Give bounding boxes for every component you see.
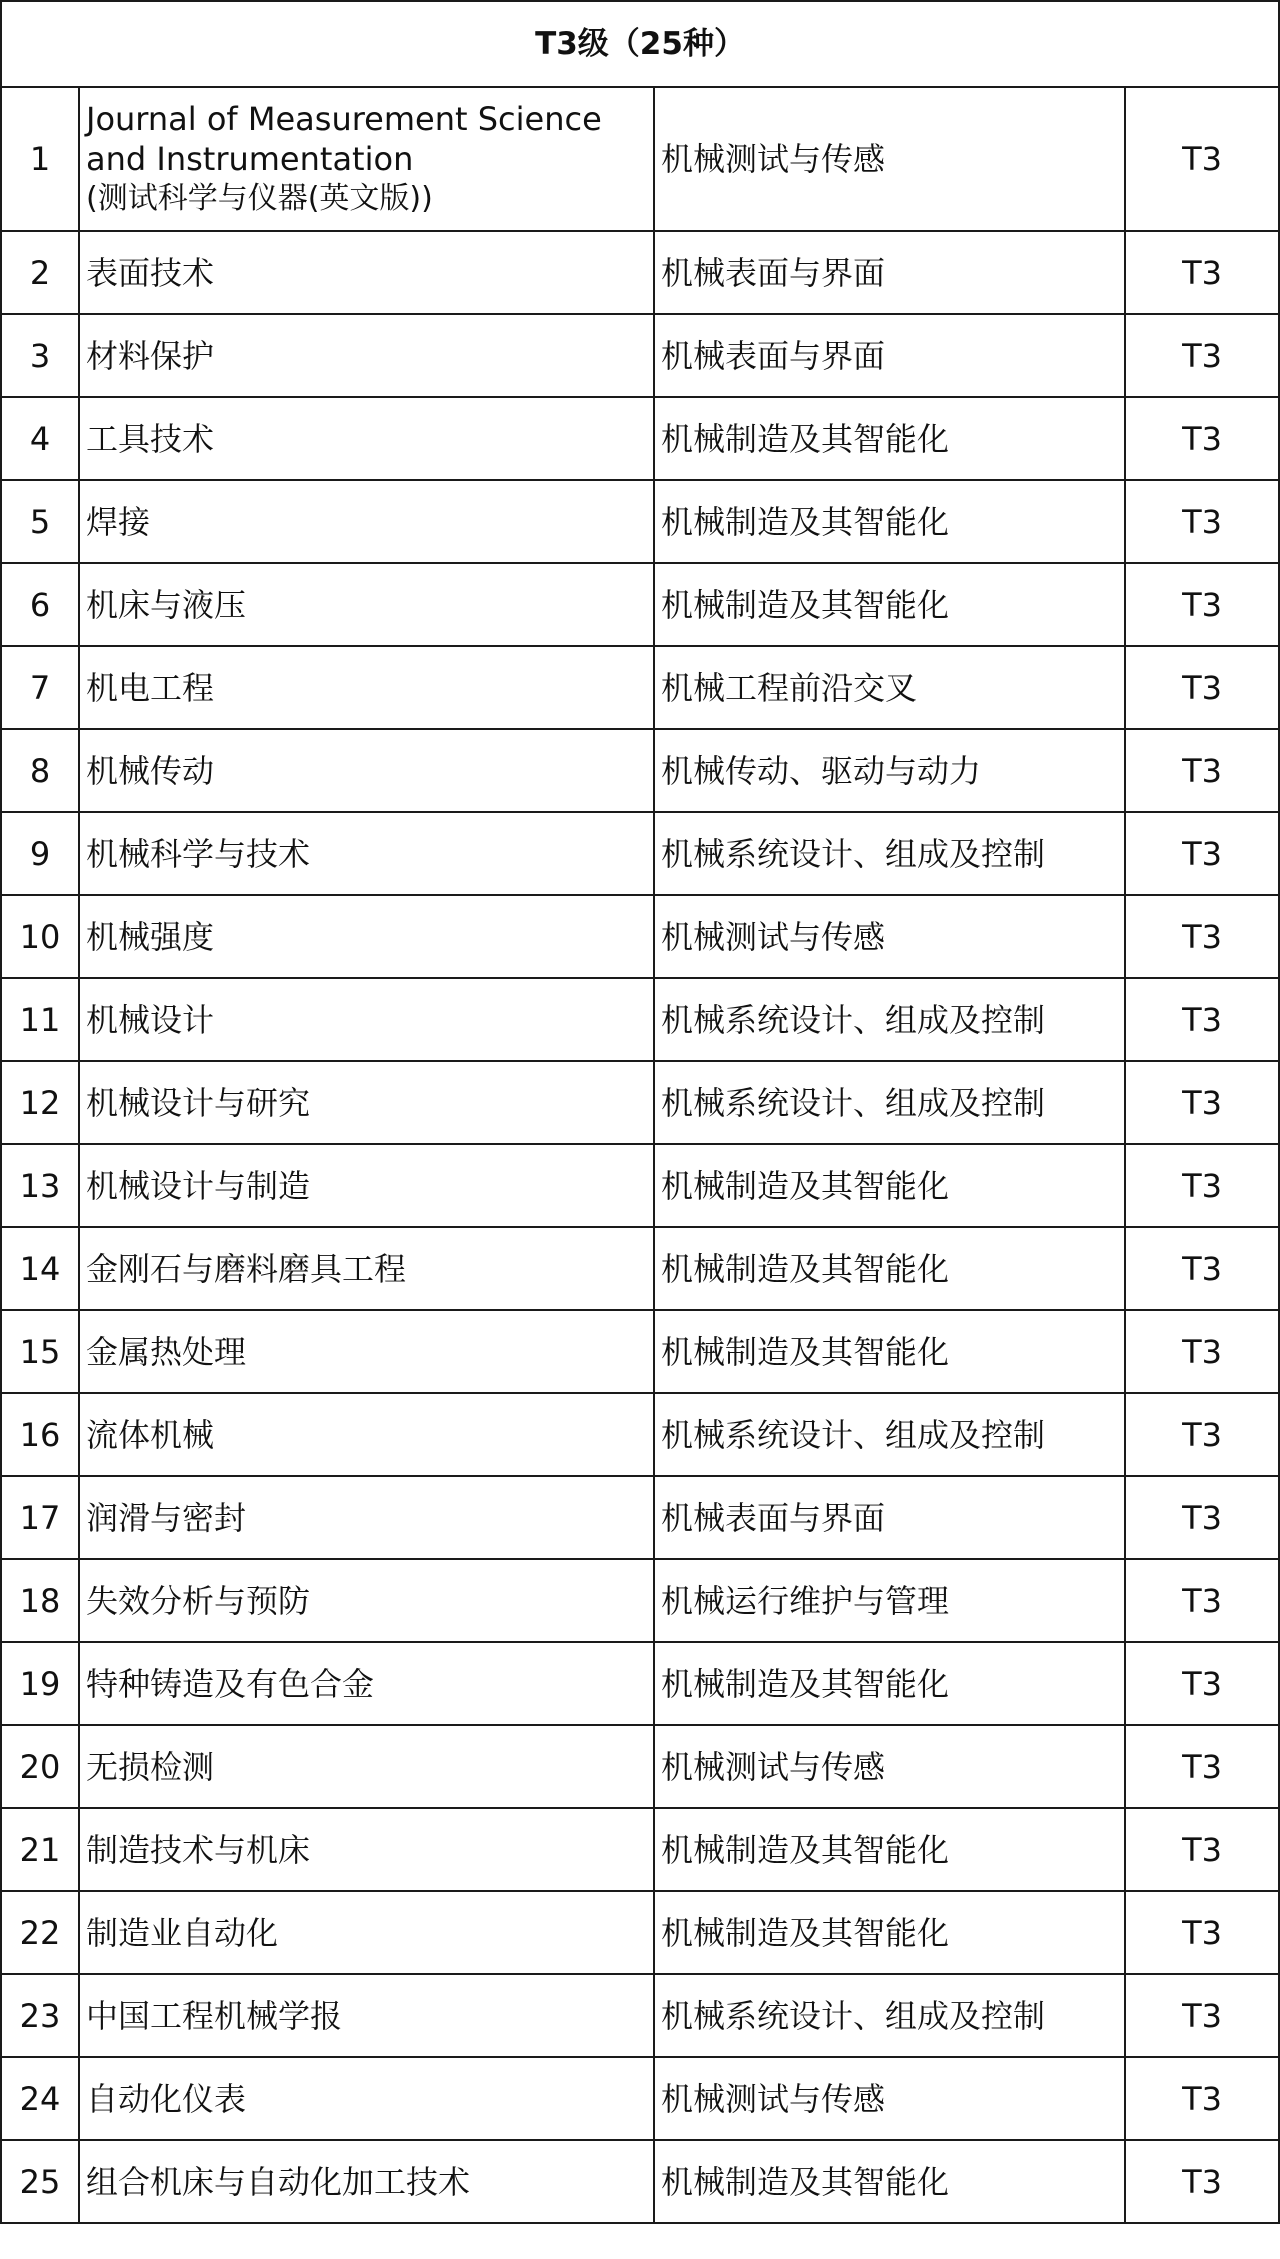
journal-category: 机械制造及其智能化 [654,1144,1125,1227]
journal-level: T3 [1125,1310,1279,1393]
journal-category: 机械工程前沿交叉 [654,646,1125,729]
table-row [1,646,1279,729]
table-row [1,1144,1279,1227]
row-number: 24 [1,2057,79,2140]
journal-level: T3 [1125,2140,1279,2223]
journal-category: 机械制造及其智能化 [654,1808,1125,1891]
journal-level: T3 [1125,1559,1279,1642]
row-number: 10 [1,895,79,978]
journal-level: T3 [1125,231,1279,314]
row-number: 21 [1,1808,79,1891]
journal-name-line: Journal of Measurement Science [86,100,602,138]
journal-name: 机械科学与技术 [79,812,654,895]
row-number: 13 [1,1144,79,1227]
table-row [1,1891,1279,1974]
journal-category: 机械制造及其智能化 [654,480,1125,563]
journal-category: 机械制造及其智能化 [654,563,1125,646]
journal-level: T3 [1125,87,1279,231]
journal-level: T3 [1125,1227,1279,1310]
journal-name: 组合机床与自动化加工技术 [79,2140,654,2223]
journal-level: T3 [1125,1808,1279,1891]
journal-category: 机械运行维护与管理 [654,1559,1125,1642]
table-row [1,1559,1279,1642]
journal-name: 金刚石与磨料磨具工程 [79,1227,654,1310]
journal-name: 机械设计 [79,978,654,1061]
row-number: 4 [1,397,79,480]
journal-category: 机械传动、驱动与动力 [654,729,1125,812]
journal-category: 机械制造及其智能化 [654,397,1125,480]
journal-name: 无损检测 [79,1725,654,1808]
journal-level: T3 [1125,1061,1279,1144]
journal-level: T3 [1125,895,1279,978]
journal-name: 工具技术 [79,397,654,480]
row-number: 22 [1,1891,79,1974]
journal-name: 流体机械 [79,1393,654,1476]
journal-name-line: and Instrumentation [86,140,414,178]
row-number: 19 [1,1642,79,1725]
journal-level: T3 [1125,1144,1279,1227]
journal-level: T3 [1125,1393,1279,1476]
journal-name [79,87,654,231]
table-row [1,1061,1279,1144]
journal-level: T3 [1125,1476,1279,1559]
journal-name: 制造技术与机床 [79,1808,654,1891]
journal-category: 机械制造及其智能化 [654,1891,1125,1974]
table-row [1,729,1279,812]
table-row [1,231,1279,314]
journal-name: 机电工程 [79,646,654,729]
table-row [1,1227,1279,1310]
journal-name: 自动化仪表 [79,2057,654,2140]
journal-category: 机械表面与界面 [654,231,1125,314]
journal-level: T3 [1125,397,1279,480]
journal-name-line: (测试科学与仪器(英文版)) [86,181,433,216]
journal-name: 失效分析与预防 [79,1559,654,1642]
journal-name: 焊接 [79,480,654,563]
journal-level: T3 [1125,563,1279,646]
journal-category: 机械测试与传感 [654,1725,1125,1808]
row-number: 16 [1,1393,79,1476]
row-number: 11 [1,978,79,1061]
journal-level: T3 [1125,1891,1279,1974]
row-number: 14 [1,1227,79,1310]
journal-name: 中国工程机械学报 [79,1974,654,2057]
journal-name: 机械设计与制造 [79,1144,654,1227]
journal-category: 机械制造及其智能化 [654,1310,1125,1393]
table-row [1,1310,1279,1393]
table-row [1,1808,1279,1891]
journal-level: T3 [1125,812,1279,895]
table-row [1,2057,1279,2140]
table-row [1,314,1279,397]
table-row [1,978,1279,1061]
table-header-row [1,1,1279,87]
table-row [1,895,1279,978]
journal-category: 机械系统设计、组成及控制 [654,1061,1125,1144]
row-number: 17 [1,1476,79,1559]
row-number: 6 [1,563,79,646]
journal-category: 机械测试与传感 [654,895,1125,978]
journal-name: 材料保护 [79,314,654,397]
journal-category: 机械表面与界面 [654,1476,1125,1559]
table-row [1,812,1279,895]
journal-level: T3 [1125,1725,1279,1808]
journal-category: 机械制造及其智能化 [654,1227,1125,1310]
journal-category: 机械测试与传感 [654,87,1125,231]
table-row [1,1476,1279,1559]
table-header: T3级（25种） [1,1,1279,87]
table-row [1,397,1279,480]
row-number: 12 [1,1061,79,1144]
row-number: 7 [1,646,79,729]
row-number: 15 [1,1310,79,1393]
journal-name: 机床与液压 [79,563,654,646]
journal-name: 特种铸造及有色合金 [79,1642,654,1725]
row-number: 3 [1,314,79,397]
row-number: 20 [1,1725,79,1808]
table-row [1,1974,1279,2057]
journal-name: 润滑与密封 [79,1476,654,1559]
journal-category: 机械系统设计、组成及控制 [654,812,1125,895]
journal-table-body [1,1,1279,2223]
journal-category: 机械制造及其智能化 [654,2140,1125,2223]
journal-level: T3 [1125,2057,1279,2140]
table-row [1,480,1279,563]
row-number: 1 [1,87,79,231]
journal-name: 金属热处理 [79,1310,654,1393]
journal-category: 机械表面与界面 [654,314,1125,397]
journal-level: T3 [1125,314,1279,397]
journal-level: T3 [1125,1642,1279,1725]
table-row [1,2140,1279,2223]
table-row [1,87,1279,231]
journal-level: T3 [1125,1974,1279,2057]
journal-name: 机械传动 [79,729,654,812]
row-number: 25 [1,2140,79,2223]
journal-level: T3 [1125,646,1279,729]
journal-category: 机械制造及其智能化 [654,1642,1125,1725]
journal-level: T3 [1125,729,1279,812]
journal-level: T3 [1125,480,1279,563]
journal-level: T3 [1125,978,1279,1061]
journal-category: 机械系统设计、组成及控制 [654,1974,1125,2057]
journal-name: 机械强度 [79,895,654,978]
journal-category: 机械系统设计、组成及控制 [654,1393,1125,1476]
table-row [1,563,1279,646]
table-row [1,1725,1279,1808]
row-number: 8 [1,729,79,812]
journal-name: 制造业自动化 [79,1891,654,1974]
row-number: 18 [1,1559,79,1642]
journal-category: 机械系统设计、组成及控制 [654,978,1125,1061]
journal-name: 机械设计与研究 [79,1061,654,1144]
table-row [1,1393,1279,1476]
row-number: 23 [1,1974,79,2057]
table-row [1,1642,1279,1725]
journal-name: 表面技术 [79,231,654,314]
row-number: 9 [1,812,79,895]
row-number: 2 [1,231,79,314]
row-number: 5 [1,480,79,563]
journal-category: 机械测试与传感 [654,2057,1125,2140]
